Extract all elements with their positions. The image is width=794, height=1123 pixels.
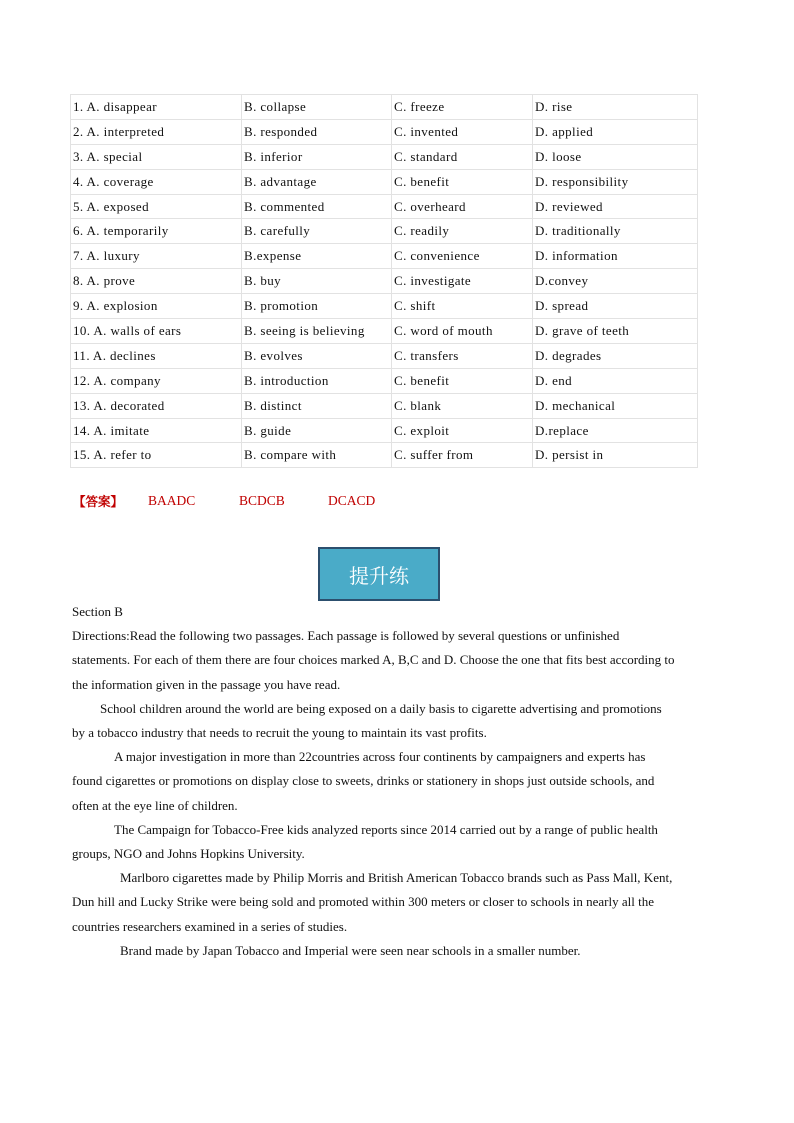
- option-a: 9. A. explosion: [71, 294, 242, 319]
- answer-key: [73, 492, 376, 510]
- table-row: [71, 443, 698, 468]
- option-c: C. investigate: [392, 269, 533, 294]
- answer-group-2: BCDCB: [239, 493, 285, 508]
- option-d: D.replace: [533, 418, 698, 443]
- option-a: 15. A. refer to: [71, 443, 242, 468]
- option-b: B. guide: [242, 418, 392, 443]
- option-a: 4. A. coverage: [71, 169, 242, 194]
- option-c: C. invented: [392, 119, 533, 144]
- option-c: C. convenience: [392, 244, 533, 269]
- table-row: [71, 418, 698, 443]
- option-a: 8. A. prove: [71, 269, 242, 294]
- directions-line: Directions:Read the following two passages. Each passage is followed by several questions or unfinished: [72, 628, 620, 644]
- passage-line: Dun hill and Lucky Strike were being sold and promoted within 300 meters or closer to schools in nearly all the: [72, 894, 654, 910]
- option-b: B. collapse: [242, 95, 392, 120]
- option-c: C. standard: [392, 144, 533, 169]
- option-d: D. reviewed: [533, 194, 698, 219]
- table-row: [71, 119, 698, 144]
- option-d: D. traditionally: [533, 219, 698, 244]
- option-a: 5. A. exposed: [71, 194, 242, 219]
- table-row: [71, 368, 698, 393]
- option-c: C. freeze: [392, 95, 533, 120]
- table-row: [71, 219, 698, 244]
- directions-line: the information given in the passage you have read.: [72, 676, 341, 692]
- passage-line: countries researchers examined in a series of studies.: [72, 918, 348, 934]
- option-a: 2. A. interpreted: [71, 119, 242, 144]
- option-c: C. benefit: [392, 368, 533, 393]
- option-c: C. transfers: [392, 343, 533, 368]
- option-b: B.expense: [242, 244, 392, 269]
- directions-line: statements. For each of them there are four choices marked A, B,C and D. Choose the one that fits best according to: [72, 652, 675, 668]
- option-b: B. responded: [242, 119, 392, 144]
- option-b: B. introduction: [242, 368, 392, 393]
- option-d: D. end: [533, 368, 698, 393]
- option-d: D. mechanical: [533, 393, 698, 418]
- passage-line: Brand made by Japan Tobacco and Imperial were seen near schools in a smaller number.: [120, 942, 581, 958]
- table-row: [71, 194, 698, 219]
- option-d: D. persist in: [533, 443, 698, 468]
- option-b: B. evolves: [242, 343, 392, 368]
- option-d: D. degrades: [533, 343, 698, 368]
- passage-line: groups, NGO and Johns Hopkins University.: [72, 846, 305, 862]
- table-row: [71, 294, 698, 319]
- table-row: [71, 319, 698, 344]
- practice-badge: 提升练: [318, 547, 440, 601]
- option-b: B. compare with: [242, 443, 392, 468]
- table-row: [71, 169, 698, 194]
- option-d: D. responsibility: [533, 169, 698, 194]
- section-title: Section B: [72, 604, 123, 619]
- option-c: C. blank: [392, 393, 533, 418]
- option-a: 3. A. special: [71, 144, 242, 169]
- option-b: B. buy: [242, 269, 392, 294]
- option-b: B. seeing is believing: [242, 319, 392, 344]
- option-d: D. loose: [533, 144, 698, 169]
- option-a: 14. A. imitate: [71, 418, 242, 443]
- table-row: [71, 343, 698, 368]
- option-a: 12. A. company: [71, 368, 242, 393]
- option-d: D. grave of teeth: [533, 319, 698, 344]
- option-c: C. overheard: [392, 194, 533, 219]
- table-row: [71, 144, 698, 169]
- passage-line: School children around the world are being exposed on a daily basis to cigarette advertising and promotions: [100, 700, 662, 716]
- option-a: 1. A. disappear: [71, 95, 242, 120]
- passage-line: found cigarettes or promotions on display close to sweets, drinks or stationery in shops just outside schools, and: [72, 773, 655, 789]
- option-c: C. readily: [392, 219, 533, 244]
- options-table: [70, 94, 698, 468]
- option-a: 10. A. walls of ears: [71, 319, 242, 344]
- answer-group-1: BAADC: [148, 493, 196, 508]
- answer-group-3: DCACD: [328, 493, 376, 508]
- option-b: B. inferior: [242, 144, 392, 169]
- table-row: [71, 269, 698, 294]
- option-d: D. rise: [533, 95, 698, 120]
- option-c: C. word of mouth: [392, 319, 533, 344]
- passage-line: The Campaign for Tobacco-Free kids analyzed reports since 2014 carried out by a range of public health: [114, 821, 658, 837]
- option-d: D. information: [533, 244, 698, 269]
- passage-line: Marlboro cigarettes made by Philip Morris and British American Tobacco brands such as Pass Mall, Kent,: [120, 870, 673, 886]
- passage-line: often at the eye line of children.: [72, 797, 238, 813]
- option-b: B. distinct: [242, 393, 392, 418]
- option-a: 11. A. declines: [71, 343, 242, 368]
- option-c: C. shift: [392, 294, 533, 319]
- option-a: 13. A. decorated: [71, 393, 242, 418]
- table-row: [71, 393, 698, 418]
- section-b: [72, 600, 724, 963]
- table-row: [71, 244, 698, 269]
- option-c: C. benefit: [392, 169, 533, 194]
- option-a: 7. A. luxury: [71, 244, 242, 269]
- option-c: C. suffer from: [392, 443, 533, 468]
- option-b: B. carefully: [242, 219, 392, 244]
- answer-label: 【答案】: [73, 494, 124, 509]
- option-d: D. spread: [533, 294, 698, 319]
- option-a: 6. A. temporarily: [71, 219, 242, 244]
- option-c: C. exploit: [392, 418, 533, 443]
- option-b: B. promotion: [242, 294, 392, 319]
- option-b: B. advantage: [242, 169, 392, 194]
- option-d: D. applied: [533, 119, 698, 144]
- table-row: [71, 95, 698, 120]
- passage-line: by a tobacco industry that needs to recruit the young to maintain its vast profits.: [72, 725, 487, 741]
- passage-line: A major investigation in more than 22countries across four continents by campaigners and experts has: [114, 749, 646, 765]
- option-b: B. commented: [242, 194, 392, 219]
- option-d: D.convey: [533, 269, 698, 294]
